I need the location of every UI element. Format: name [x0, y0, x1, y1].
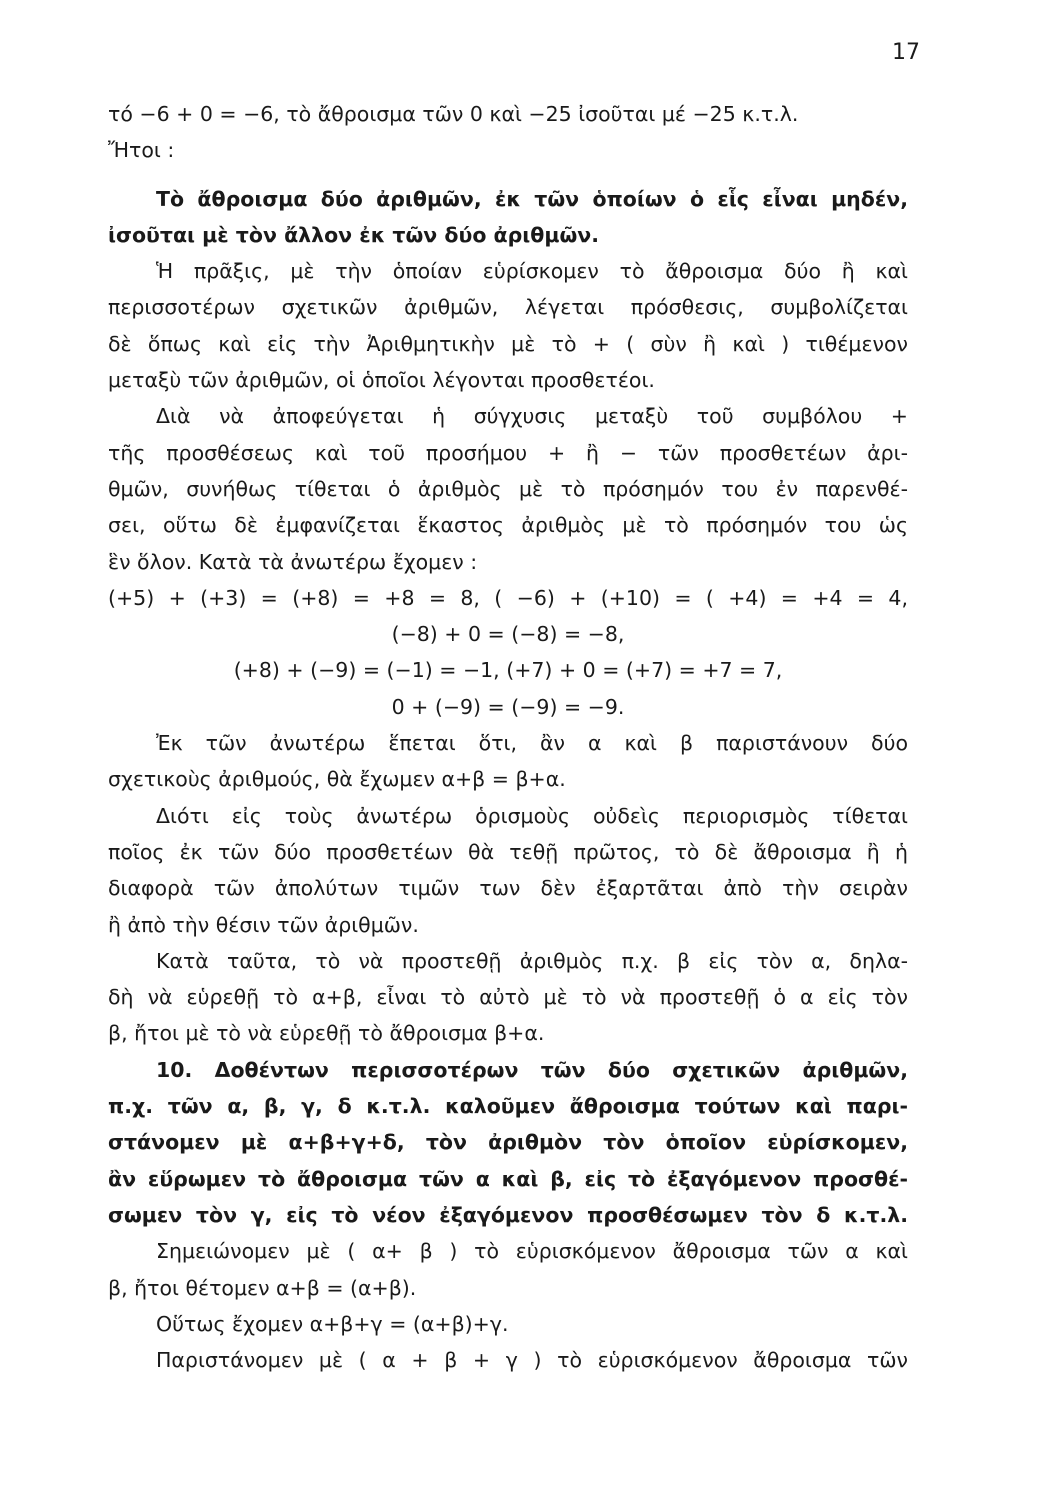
text-line: Διὰ νὰ ἀποφεύγεται ἡ σύγχυσις μεταξὺ τοῦ συμβόλου + [156, 404, 908, 429]
text-line: ἂν εὕρωμεν τὸ ἄθροισμα τῶν α καὶ β, εἰς τὸ ἐξαγόμενον προσθέ- [108, 1166, 908, 1191]
text-line: σει, οὕτω δὲ ἐμφανίζεται ἕκαστος ἀριθμὸς μὲ τὸ πρόσημόν του ὡς [108, 513, 908, 538]
text-line: τό −6 + 0 = −6, τὸ ἄθροισμα τῶν 0 καὶ −25 ἰσοῦται μέ −25 κ.τ.λ. [108, 102, 799, 126]
text-line: Διότι εἰς τοὺς ἀνωτέρω ὁρισμοὺς οὐδεὶς περιορισμὸς τίθεται [156, 803, 908, 828]
text-line: Ἡ πρᾶξις, μὲ τὴν ὁποίαν εὑρίσκομεν τὸ ἄθροισμα δύο ἢ καὶ [156, 259, 908, 284]
text-line: δὴ νὰ εὑρεθῇ τὸ α+β, εἶναι τὸ αὐτὸ μὲ τὸ νὰ προστεθῇ ὁ α εἰς τὸν [108, 985, 908, 1010]
text-line: Τὸ ἄθροισμα δύο ἀριθμῶν, ἐκ τῶν ὁποίων ὁ εἷς εἶναι μηδέν, [156, 186, 908, 211]
text-line: σχετικοὺς ἀριθμούς, θὰ ἔχωμεν α+β = β+α. [108, 767, 566, 792]
text-line: (−8) + 0 = (−8) = −8, [391, 622, 625, 647]
text-line: β, ἤτοι μὲ τὸ νὰ εὑρεθῇ τὸ ἄθροισμα β+α. [108, 1021, 545, 1046]
text-column [108, 96, 908, 1378]
text-line: σωμεν τὸν γ, εἰς τὸ νέον ἐξαγόμενον προσθέσωμεν τὸν δ κ.τ.λ. [108, 1202, 908, 1227]
text-line: 0 + (−9) = (−9) = −9. [391, 694, 625, 719]
text-line: ἓν ὅλον. Κατὰ τὰ ἀνωτέρω ἔχομεν : [108, 549, 478, 574]
text-line: ἰσοῦται μὲ τὸν ἄλλον ἐκ τῶν δύο ἀριθμῶν. [108, 222, 600, 247]
text-line: περισσοτέρων σχετικῶν ἀριθμῶν, λέγεται πρόσθεσις, συμβολίζεται [108, 295, 908, 320]
text-line: ποῖος ἐκ τῶν δύο προσθετέων θὰ τεθῇ πρῶτος, τὸ δὲ ἄθροισμα ἢ ἡ [108, 839, 908, 864]
text-line: διαφορὰ τῶν ἀπολύτων τιμῶν των δὲν ἐξαρτᾶται ἀπὸ τὴν σειρὰν [108, 876, 908, 901]
text-line: στάνομεν μὲ α+β+γ+δ, τὸν ἀριθμὸν τὸν ὁποῖον εὑρίσκομεν, [108, 1130, 908, 1155]
text-line: θμῶν, συνήθως τίθεται ὁ ἀριθμὸς μὲ τὸ πρόσημόν του ἐν παρενθέ- [108, 476, 908, 501]
text-line: (+8) + (−9) = (−1) = −1, (+7) + 0 = (+7) = +7 = 7, [233, 658, 783, 683]
text-line: Κατὰ ταῦτα, τὸ νὰ προστεθῇ ἀριθμὸς π.χ. β εἰς τὸν α, δηλα- [156, 948, 908, 973]
page-number: 17 [892, 40, 920, 65]
text-line: Σημειώνομεν μὲ ( α+ β ) τὸ εὑρισκόμενον ἄθροισμα τῶν α καὶ [156, 1239, 908, 1264]
text-line: 10. Δοθέντων περισσοτέρων τῶν δύο σχετικῶν ἀριθμῶν, [156, 1057, 908, 1082]
text-line: δὲ ὅπως καὶ εἰς τὴν Ἀριθμητικὴν μὲ τὸ + ( σὺν ἢ καὶ ) τιθέμενον [108, 331, 908, 356]
text-line: β, ἤτοι θέτομεν α+β = (α+β). [108, 1275, 417, 1300]
text-line: Ἤτοι : [108, 138, 175, 163]
text-line: τῆς προσθέσεως καὶ τοῦ προσήμου + ἢ − τῶν προσθετέων ἀρι- [108, 440, 908, 465]
text-line: π.χ. τῶν α, β, γ, δ κ.τ.λ. καλοῦμεν ἄθροισμα τούτων καὶ παρι- [108, 1094, 908, 1119]
text-line: Παριστάνομεν μὲ ( α + β + γ ) τὸ εὑρισκόμενον ἄθροισμα τῶν [156, 1348, 908, 1373]
text-line: (+5) + (+3) = (+8) = +8 = 8, ( −6) + (+10) = ( +4) = +4 = 4, [108, 585, 908, 610]
text-line: Οὕτως ἔχομεν α+β+γ = (α+β)+γ. [156, 1311, 509, 1336]
line-gap [108, 169, 908, 181]
text-line: Ἐκ τῶν ἀνωτέρω ἕπεται ὅτι, ἂν α καὶ β παριστάνουν δύο [156, 731, 908, 756]
text-line: μεταξὺ τῶν ἀριθμῶν, οἱ ὁποῖοι λέγονται προσθετέοι. [108, 368, 655, 393]
text-line: ἢ ἀπὸ τὴν θέσιν τῶν ἀριθμῶν. [108, 912, 419, 937]
